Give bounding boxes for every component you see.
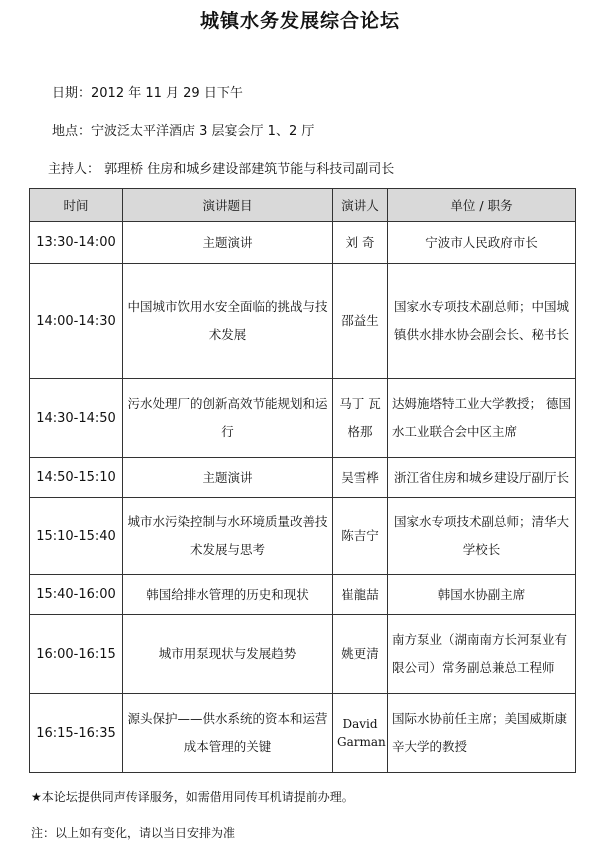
table-row [30,575,576,615]
row-speaker: 马丁 瓦格那 [333,379,388,458]
table-row [30,498,576,575]
row-topic: 中国城市饮用水安全面临的挑战与技术发展 [123,264,333,379]
row-speaker: David Garman [333,694,388,773]
row-time: 14:50-15:10 [30,458,123,498]
row-org: 韩国水协副主席 [388,575,576,615]
row-org: 南方泵业（湖南南方长河泵业有限公司）常务副总兼总工程师 [388,615,576,694]
row-time: 14:00-14:30 [30,264,123,379]
row-time: 15:10-15:40 [30,498,123,575]
row-topic: 主题演讲 [123,222,333,264]
row-org: 国家水专项技术副总师；清华大学校长 [388,498,576,575]
schedule-table [29,188,576,773]
row-topic: 主题演讲 [123,458,333,498]
table-row [30,615,576,694]
row-time: 14:30-14:50 [30,379,123,458]
table-header-row [30,189,576,222]
row-org: 国际水协前任主席；美国威斯康辛大学的教授 [388,694,576,773]
row-org: 达姆施塔特工业大学教授； 德国水工业联合会中区主席 [388,379,576,458]
row-speaker: 姚更清 [333,615,388,694]
row-time: 15:40-16:00 [30,575,123,615]
row-speaker: 崔龍喆 [333,575,388,615]
table-row [30,458,576,498]
header-org: 单位 / 职务 [388,189,576,222]
row-topic: 城市水污染控制与水环境质量改善技术发展与思考 [123,498,333,575]
row-speaker: 刘 奇 [333,222,388,264]
row-topic: 污水处理厂的创新高效节能规划和运行 [123,379,333,458]
row-org: 浙江省住房和城乡建设厅副厅长 [388,458,576,498]
event-host: 主持人： 郭理桥 住房和城乡建设部建筑节能与科技司副司长 [48,162,395,177]
header-topic: 演讲题目 [123,189,333,222]
table-row [30,694,576,773]
row-time: 16:15-16:35 [30,694,123,773]
row-speaker: 邵益生 [333,264,388,379]
table-row [30,264,576,379]
table-row [30,379,576,458]
header-time: 时间 [30,189,123,222]
row-topic: 源头保护——供水系统的资本和运营成本管理的关键 [123,694,333,773]
row-topic: 韩国给排水管理的历史和现状 [123,575,333,615]
event-date: 日期：2012 年 11 月 29 日下午 [52,86,243,101]
event-location: 地点：宁波泛太平洋酒店 3 层宴会厅 1、2 厅 [52,124,315,139]
row-topic: 城市用泵现状与发展趋势 [123,615,333,694]
document-title: 城镇水务发展综合论坛 [199,10,400,32]
change-note: 注：以上如有变化，请以当日安排为准 [31,826,236,840]
table-row [30,222,576,264]
row-org: 国家水专项技术副总师；中国城镇供水排水协会副会长、秘书长 [388,264,576,379]
header-speaker: 演讲人 [333,189,388,222]
interpretation-note: ★本论坛提供同声传译服务，如需借用同传耳机请提前办理。 [31,790,354,804]
row-time: 13:30-14:00 [30,222,123,264]
row-time: 16:00-16:15 [30,615,123,694]
row-speaker: 陈吉宁 [333,498,388,575]
row-org: 宁波市人民政府市长 [388,222,576,264]
row-speaker: 吴雪桦 [333,458,388,498]
